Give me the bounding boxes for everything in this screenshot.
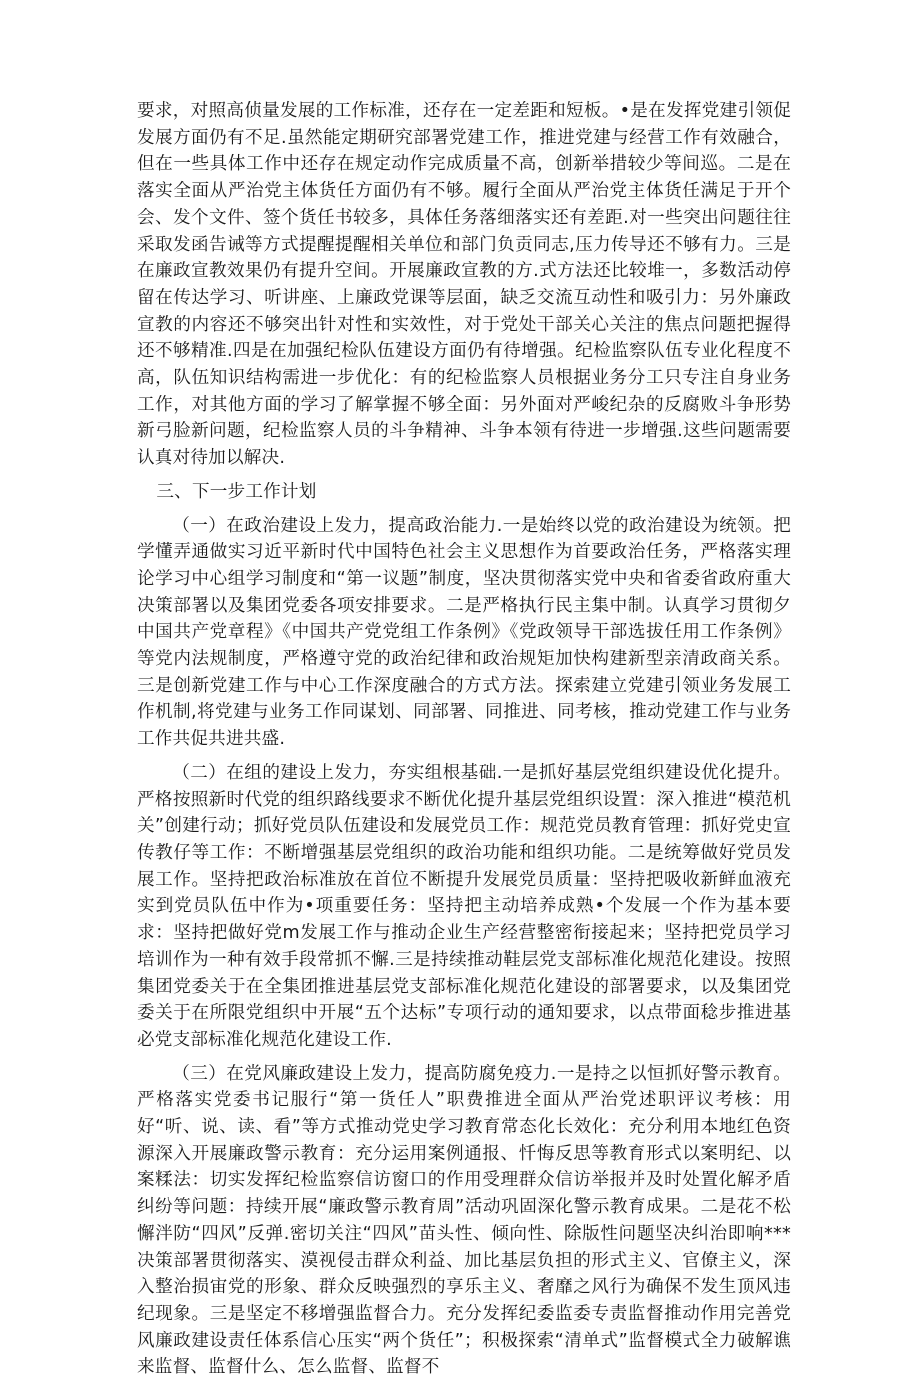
document-body — [137, 98, 791, 1388]
paragraph-political-building: （一）在政治建设上发力，提高政治能力.一是始终以党的政治建设为统领。把学懂弄通做实习近平新时代中国特色社会主义思想作为首要政治任务，严格落实理论学习中心组学习制度和“第一议题”制度，坚决贯彻落实党中央和省委省政府重大决策部署以及集团党委各项安排要求。二是严格执行民主集中制。认真学习贯彻夕中国共产党章程》《中国共产党党组工作条例》《党政领导干部选拔任用工作条例》等党内法规制度，严格遵守党的政治纪律和政治规矩加快构建新型亲清政商关系。三是创新党建工作与中心工作深度融合的方式方法。探索建立党建引领业务发展工作机制,将党建与业务工作同谋划、同部署、同推进、同考核，推动党建工作与业务工作共促共进共盛. — [137, 515, 791, 750]
paragraph-problems-continuation: 要求，对照高侦量发展的工作标准，还存在一定差距和短板。•是在发挥党建引领促发展方面仍有不足.虽然能定期研究部署党建工作，推进党建与经营工作有效融合，但在一些具体工作中还存在规定动作完成质量不高，创新举措较少等间巡。二是在落实全面从严治党主体货任方面仍有不够。履行全面从严治党主体货任满足于开个会、发个文件、签个货任书较多，具体任务落细落实还有差距.对一些突出问题往往采取发函告诫等方式提醒提醒相关单位和部门负贡同志,压力传导还不够有力。三是在廉政宣教效果仍有提升空间。开展廉政宣教的方.式方法还比较堆一，多数活动停留在传达学习、听讲座、上廉政党课等层面，缺乏交流互动性和吸引力：另外廉政宣教的内容还不够突出针对性和实效性，对于党处干部关心关注的焦点问题把握得还不够精准.四是在加强纪检队伍建设方面仍有待增强。纪检监察队伍专业化程度不高，队伍知识结构需进一步优化：有的纪检监察人员根据业务分工只专注自身业务工作，对其他方面的学习了解掌握不够全面：另外面对严峻纪杂的反腐败斗争形势新弓脸新问题，纪检监察人员的斗争精神、斗争本领有待进一步增强.这些问题需要认真对待加以解决. — [137, 101, 791, 469]
paragraph-organization-building: （二）在组的建设上发力，夯实组根基础.一是抓好基层党组织建设优化提升。严格按照新时代党的组织路线要求不断优化提升基层党组织设置：深入推进“模范机关”创建行动；抓好党员队伍建设和发展党员工作：规范党员教育管理：抓好党史宣传教仔等工作：不断增强基层党组织的政治功能和组织功能。二是统筹做好党员发展工作。坚持把政治标准放在首位不断提升发展党员质量：坚持把吸收新鲜血液充实到党员队伍中作为•项重要任务：坚持把主动培养成熟•个发展一个作为基本要求：坚持把做好党m发展工作与推动企业生产经营整密衔接起来；坚持把党员学习培训作为一种有效手段常抓不懈.三是持续推动鞋层党支部标准化规范化建设。按照集团党委关于在全集团推进基层党支部标准化规范化建设的部署要求，以及集团党委关于在所限党组织中开展“五个达标”专项行动的通知要求，以点带面稔步推进基必党支部标准化规范化建设工作. — [137, 762, 791, 1050]
paragraph-integrity-building: （三）在党风廉政建设上发力，提高防腐免疫力.一是持之以恒抓好警示教育。严格落实党委书记服行“第一货任人”职费推进全面从严治党述职评议考核：用好“听、说、读、看”等方式推动党史学习教育常态化长效化：充分利用本地红色资源深入开展廉政警示教育：充分运用案例通报、忏悔反思等教育形式以案明纪、以案糅法：切实发挥纪检监察信访窗口的作用受理群众信访举报并及时处置化解矛盾纠纷等问题：持续开展“廉政警示教育周”活动巩固深化警示教育成果。二是花不松懈泮防“四风”反弹.密切关注“四风”苗头性、倾向性、除版性问题坚决纠治即响***决策部署贯彻落实、漠视侵击群众利益、加比基层负担的形式主义、官僚主义，深入整治损宙党的形象、群众反映强烈的享乐主义、奢靡之风行为确保不发生顶风违纪现象。三是坚定不移增强监督合力。充分发挥纪委监委专责监督推动作用完善党风廉政建设责任体系信心压实“两个货任”；积极探索“清单式”监督模式全力破解谯来监督、监督什么、怎么监督、监督不 — [137, 1063, 791, 1378]
section-heading-next-steps: 三、下一步工作计划 — [156, 481, 317, 502]
